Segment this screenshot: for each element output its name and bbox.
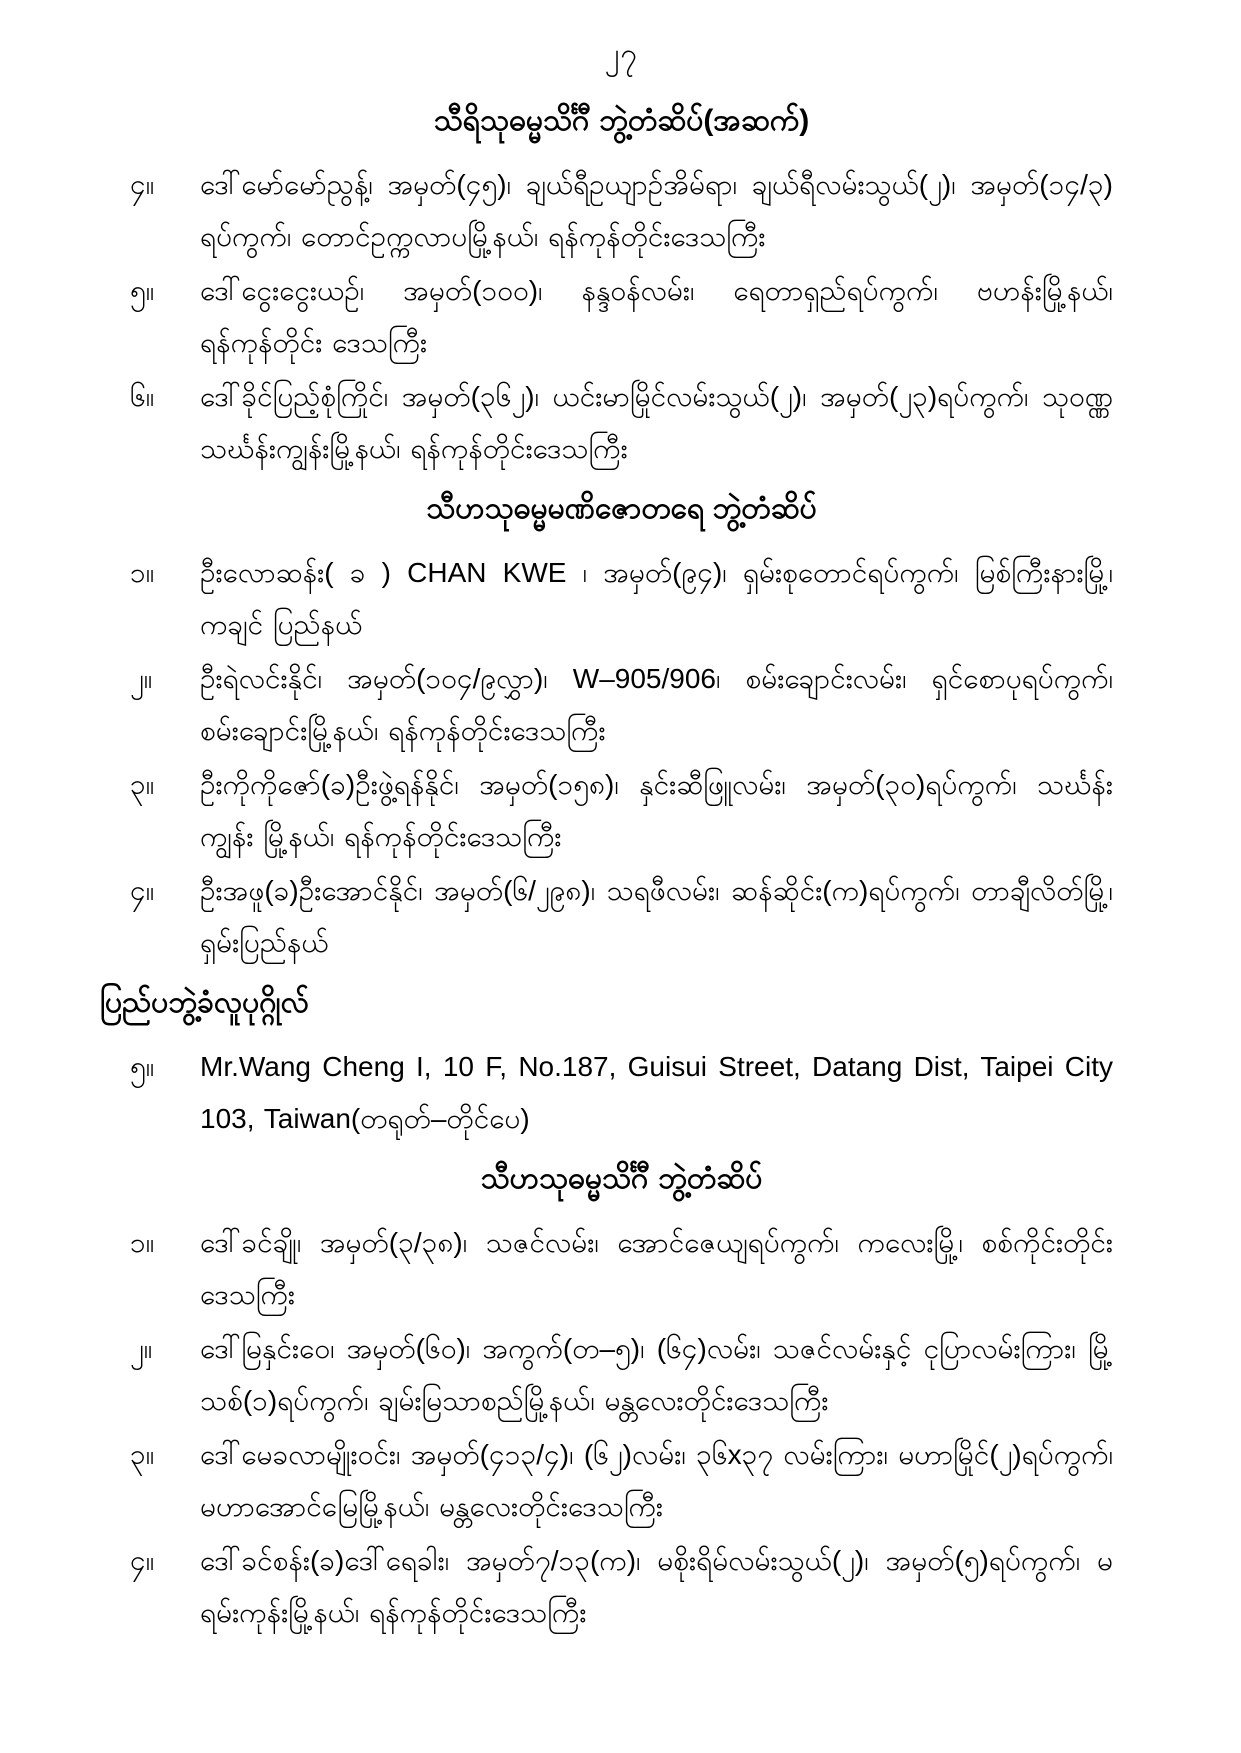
item-number: ၃။ bbox=[130, 1439, 155, 1470]
list-item bbox=[130, 1429, 1113, 1533]
section-heading: သီဟသုဓမ္မသိင်္ဂီ ဘွဲ့တံဆိပ် bbox=[480, 1162, 763, 1195]
list-item bbox=[130, 759, 1113, 863]
item-text: ဦးကိုကိုဇော်(ခ)ဦးဖွဲ့ရန်နိုင်၊ အမှတ်(၁၅၈)၊ နှင်းဆီဖြူလမ်း၊ အမှတ်(၃၀)ရပ်ကွက်၊ သင်္ဃန်းကျွန်း မြို့နယ်၊ ရန်ကုန်တိုင်းဒေသကြီး bbox=[200, 769, 1113, 852]
item-number: ၄။ bbox=[130, 1545, 155, 1576]
list-item bbox=[130, 371, 1113, 475]
list-item bbox=[130, 1323, 1113, 1427]
item-number: ၂။ bbox=[130, 1333, 153, 1364]
list-item bbox=[130, 265, 1113, 369]
item-text: ဒေါ်မော်မော်ညွန့်၊ အမှတ်(၄၅)၊ ချယ်ရီဥယျာဉ်အိမ်ရာ၊ ချယ်ရီလမ်းသွယ်(၂)၊ အမှတ်(၁၄/၃) ရပ်ကွက်၊ တောင်ဥက္ကလာပမြို့နယ်၊ ရန်ကုန်တိုင်းဒေသကြီး bbox=[200, 169, 1113, 252]
item-text: ဒေါ်ခင်ချို၊ အမှတ်(၃/၃၈)၊ သဇင်လမ်း၊ အောင်ဇေယျရပ်ကွက်၊ ကလေးမြို့၊ စစ်ကိုင်းတိုင်း ဒေသကြီး bbox=[200, 1227, 1113, 1310]
item-text: ဒေါ်ငွေးငွေးယဉ်၊ အမှတ်(၁၀၀)၊ နန္ဒဝန်လမ်း၊ ရေတာရှည်ရပ်ကွက်၊ ဗဟန်းမြို့နယ်၊ ရန်ကုန်တိုင်း ဒေသကြီး bbox=[200, 275, 1113, 358]
section-heading: သီဟသုဓမ္မမဏိဇောတရေ ဘွဲ့တံဆိပ် bbox=[426, 492, 817, 525]
list-item bbox=[130, 1535, 1113, 1639]
list-item bbox=[130, 865, 1113, 969]
list-item bbox=[130, 653, 1113, 757]
list-item bbox=[130, 547, 1113, 651]
item-number: ၄။ bbox=[130, 875, 155, 906]
list-item bbox=[130, 1041, 1113, 1145]
list-item bbox=[130, 159, 1113, 263]
item-number: ၅။ bbox=[130, 275, 155, 306]
item-number: ၁။ bbox=[130, 1227, 155, 1258]
item-text: ဒေါ်ခိုင်ပြည့်စုံကြိုင်၊ အမှတ်(၃၆၂)၊ ယင်းမာမြိုင်လမ်းသွယ်(၂)၊ အမှတ်(၂၃)ရပ်ကွက်၊ သုဝဏ္ဏ သင်္ဃန်းကျွန်းမြို့နယ်၊ ရန်ကုန်တိုင်းဒေသကြီး bbox=[200, 381, 1113, 464]
section-heading: ပြည်ပဘွဲ့ခံလူပုဂ္ဂိုလ် bbox=[100, 986, 309, 1019]
item-number: ၁။ bbox=[130, 557, 155, 588]
item-text: ဦးအဖူ(ခ)ဦးအောင်နိုင်၊ အမှတ်(၆/၂၉၈)၊ သရဖီလမ်း၊ ဆန်ဆိုင်း(က)ရပ်ကွက်၊ တာချီလိတ်မြို့၊ ရှမ်းပြည်နယ် bbox=[200, 875, 1113, 958]
item-text: ဦးလောဆန်း( ခ ) CHAN KWE ၊ အမှတ်(၉၄)၊ ရှမ်းစုတောင်ရပ်ကွက်၊ မြစ်ကြီးနားမြို့၊ ကချင် ပြည်နယ် bbox=[200, 557, 1113, 640]
item-number: ၆။ bbox=[130, 381, 155, 412]
list-item bbox=[130, 1217, 1113, 1321]
item-number: ၃။ bbox=[130, 769, 155, 800]
item-number: ၂။ bbox=[130, 663, 153, 694]
item-text: ဦးရဲလင်းနိုင်၊ အမှတ်(၁၀၄/၉လွှာ)၊ W–905/906၊ စမ်းချောင်းလမ်း၊ ရှင်စောပုရပ်ကွက်၊ စမ်းချောင်းမြို့နယ်၊ ရန်ကုန်တိုင်းဒေသကြီး bbox=[200, 663, 1113, 746]
item-text: ဒေါ်မေခလာမျိုးဝင်း၊ အမှတ်(၄၁၃/၄)၊ (၆၂)လမ်း၊ ၃၆x၃၇ လမ်းကြား၊ မဟာမြိုင်(၂)ရပ်ကွက်၊ မဟာအောင်မြေမြို့နယ်၊ မန္တလေးတိုင်းဒေသကြီး bbox=[200, 1439, 1113, 1522]
item-text: Mr.Wang Cheng I, 10 F, No.187, Guisui Street, Datang Dist, Taipei City 103, Taiwan(တရုတ်–တိုင်ပေ) bbox=[200, 1051, 1113, 1134]
item-text: ဒေါ်မြနှင်းဝေ၊ အမှတ်(၆၀)၊ အကွက်(တ–၅)၊ (၆၄)လမ်း၊ သဇင်လမ်းနှင့် ငုပြာလမ်းကြား၊ မြို့သစ်(၁)ရပ်ကွက်၊ ချမ်းမြသာစည်မြို့နယ်၊ မန္တလေးတိုင်းဒေသကြီး bbox=[200, 1333, 1113, 1416]
page-number: ၂၇ bbox=[604, 38, 639, 71]
item-text: ဒေါ်ခင်စန်း(ခ)ဒေါ်ရေခါး၊ အမှတ်၇/၁၃(က)၊ မစိုးရိမ်လမ်းသွယ်(၂)၊ အမှတ်(၅)ရပ်ကွက်၊ မရမ်းကုန်းမြို့နယ်၊ ရန်ကုန်တိုင်းဒေသကြီး bbox=[200, 1545, 1113, 1628]
section-heading: သီရိသုဓမ္မသိင်္ဂီ ဘွဲ့တံဆိပ်(အဆက်) bbox=[433, 104, 810, 137]
item-number: ၄။ bbox=[130, 169, 155, 200]
item-number: ၅။ bbox=[130, 1051, 155, 1082]
